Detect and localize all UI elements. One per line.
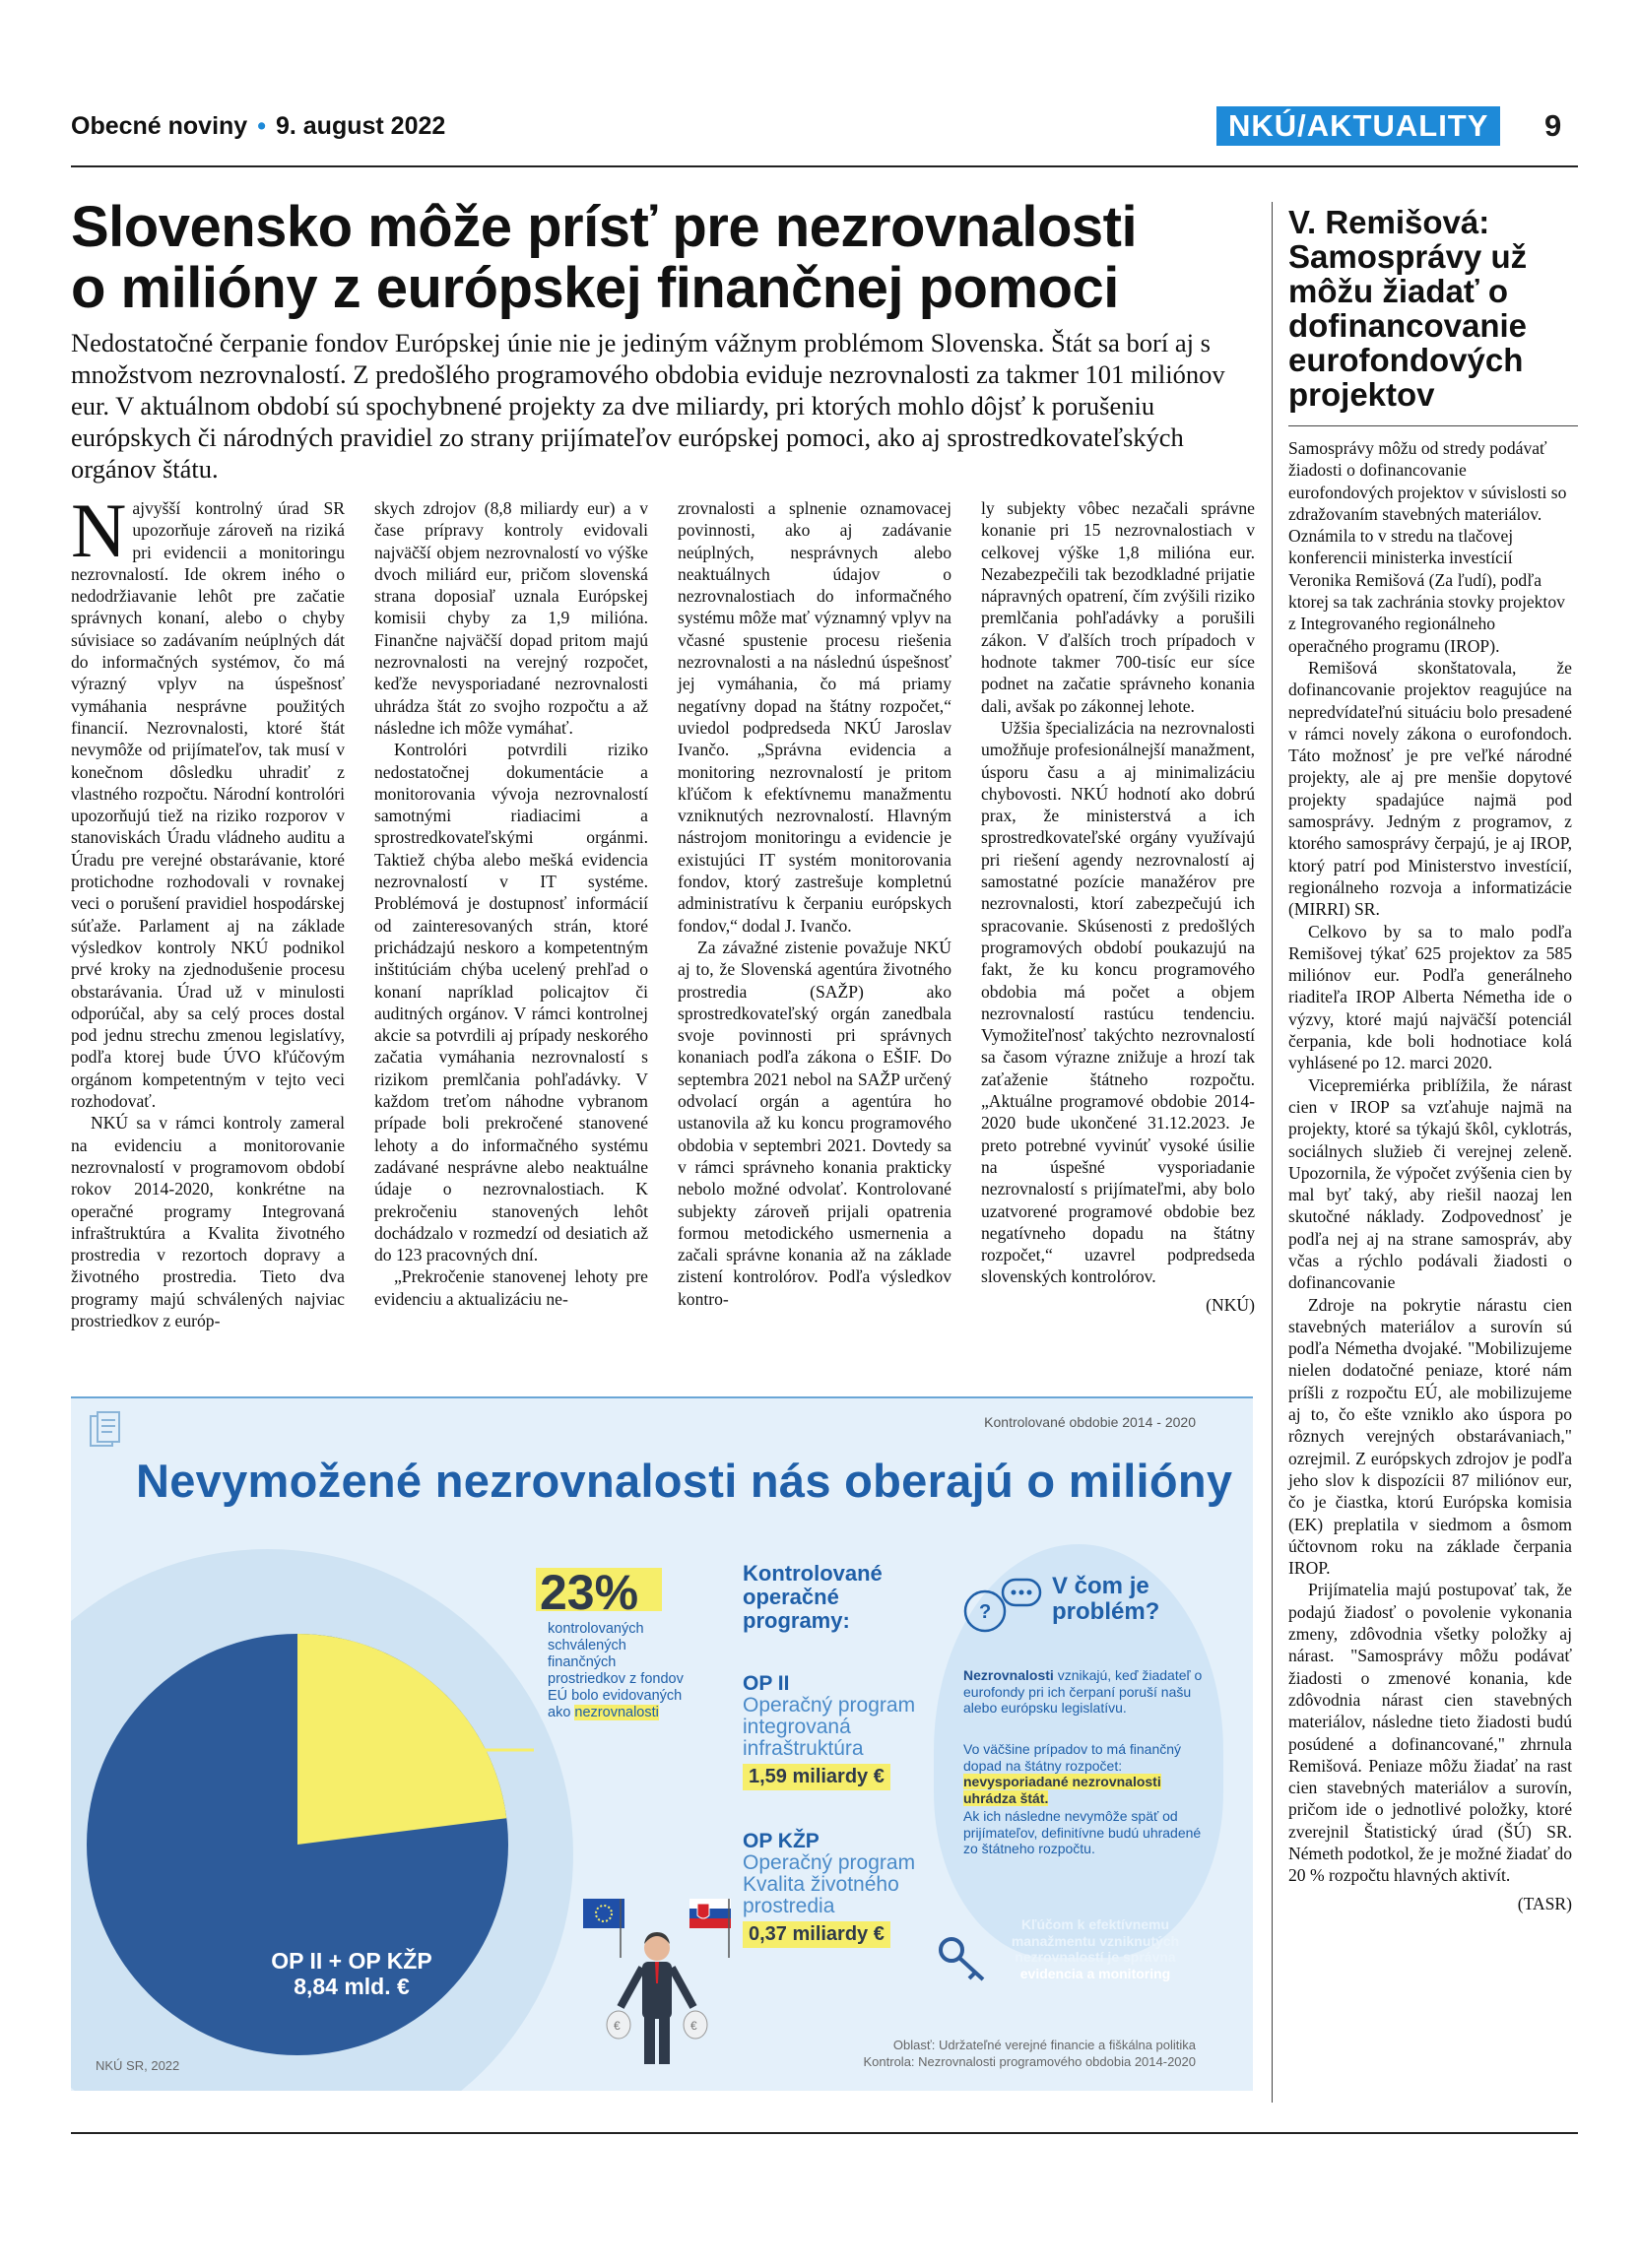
article-column-4: [981, 497, 1255, 1316]
problem-text: vznikajú, keď žiadateľ o eurofondy pri ich čerpaní poruší našu alebo európsku legislatívu.: [963, 1667, 1203, 1716]
article-lead: Nedostatočné čerpanie fondov Európskej únie nie je jediným vážnym problémom Slovenska. Štát sa borí aj s množstvom nezrovnalostí. Z predošlého programového obdobia eviduje nezrovnalosti za takmer 101 miliónov eur. V aktuálnom období sú spochybnené projekty za dve miliardy, pri ktorých mohlo dôjsť k porušeniu európskych či národných pravidiel zo strany prijímateľov európskej pomoci, ako aj sprostredkovateľských orgánov štátu.: [71, 328, 1225, 484]
program-name: OP II: [743, 1672, 790, 1695]
percent-value: 23%: [540, 1565, 639, 1620]
article-paragraph: zrovnalosti a splnenie oznamovacej povinnosti, ako aj zadávanie neúplných, nesprávnych alebo neaktuálnych údajov o nezrovnalostiach do informačného systému môže mať významný vplyv na včasné spustenie procesu riešenia nezrovnalosti a na následnú úspešnosť jej vymáhania, čo má priamy negatívny dopad na štátny rozpočet,“ uviedol podpredseda NKÚ Jaroslav Ivančo. „Správna evidencia a monitoring nezrovnalostí je pritom kľúčom k efektívnemu manažmentu vzniknutých nezrovnalostí. Hlavným nástrojom monitoringu a evidencie je existujúci IT systém monitorovania fondov, ktorý zastrešuje kompletnú administratívu k čerpaniu európskych fondov,“ dodal J. Ivančo.: [678, 498, 951, 936]
infographic: [71, 1396, 1253, 2091]
sidebar-intro: Samosprávy môžu od stredy podávať žiadosti o dofinancovanie eurofondových projektov v súvislosti so zdražovaním stavebných materiálov. Oznámila to v stredu na tlačovej konferencii ministerka investícií Veronika Remišová (Za ľudí), podľa ktorej sa tak zachránia stovky projektov z Integrovaného regionálneho operačného programu (IROP).: [1288, 438, 1567, 656]
speech-bubble-icon: [957, 1574, 1046, 1643]
sidebar-paragraph: Vicepremiérka priblížila, že nárast cien v IROP sa vzťahuje najmä na projekty, ktoré sa týkajú škôl, cyklotrás, sociálnych služieb či verejnej zeleně. Upozornila, že výpočet zvýšenia cien by mal byť taký, aby riešil naozaj len skutočné náklady. Zodpovednosť je podľa nej aj na strane samospráv, aby včas a rýchlo podávali žiadosti o dofinancovanie: [1288, 1074, 1572, 1293]
article-column-3: [678, 497, 951, 1310]
publication-name: Obecné noviny: [71, 112, 248, 140]
page-header: [71, 106, 1578, 158]
program-value: 1,59 miliardy €: [743, 1764, 890, 1790]
program-value: 0,37 miliardy €: [743, 1921, 890, 1948]
publication-line: [71, 112, 445, 141]
infographic-period: Kontrolované obdobie 2014 - 2020: [984, 1414, 1196, 1430]
pie-slice-irregularities: [297, 1634, 506, 1845]
program-name: OP KŽP: [743, 1830, 820, 1852]
sidebar-paragraph: Remišová skonštatovala, že dofinancovanie projektov reagujúce na nepredvídateľnú situáciu bolo presadené v rámci novely zákona o eurofondoch. Táto možnosť je pre veľké národné projekty, ale aj pre menšie dopytové projekty spadajúce najmä pod samosprávy. Jedným z programov, z ktorého samosprávy čerpajú, je aj IROP, ktorý patrí pod Ministerstvo investícií, regionálneho rozvoja a informatizácie (MIRRI) SR.: [1288, 657, 1572, 920]
key-message-text: Kľúčom k efektívnemu manažmentu vzniknutých nezrovnalostí je správna: [1011, 1916, 1180, 1965]
pie-label-line-2: 8,84 mld. €: [294, 1974, 410, 1999]
problem-highlight: nevysporiadané nezrovnalosti uhrádza štát.: [963, 1774, 1161, 1806]
audit-area: Oblasť: Udržateľné verejné financie a fiškálna politika: [892, 2038, 1196, 2052]
article-paragraph: Kontrolóri potvrdili riziko nedostatočnej dokumentácie a monitorovania vývoja nezrovnalostí samotnými riadiacimi a sprostredkovateľskými orgánmi. Taktiež chýba alebo mešká evidencia nezrovnalostí v IT systéme. Problémová je dostupnosť informácií od zainteresovaných strán, ktoré prichádzajú neskoro a kompetentným inštitúciám chýba ucelený prehľad o konaní napríklad policajtov či auditných orgánov. V rámci kontrolnej akcie sa potvrdili aj prípady neskorého začatia vymáhania nezrovnalostí s rizikom premlčania pohľadávky. V každom treťom náhodne vybranom prípade boli prekročené stanovené lehoty a do informačného systému zadávané nesprávne alebo neaktuálne údaje o nezrovnalostiach. K prekročeniu stanovených lehôt dochádzalo v rozmedzí od desiatich až do 123 pracovných dní.: [374, 740, 648, 1265]
sidebar-headline-rest: Samosprávy už môžu žiadať o dofinancovanie eurofondových projektov: [1288, 238, 1528, 413]
article-paragraph: „Prekročenie stanovenej lehoty pre evidenciu a aktualizáciu ne-: [374, 1266, 648, 1309]
problem-paragraph: [963, 1667, 1210, 1717]
article-column-2: [374, 497, 648, 1310]
problem-paragraph: [963, 1741, 1210, 1806]
percent-description-highlight: nezrovnalosti: [574, 1705, 659, 1720]
svg-text:€: €: [614, 2019, 621, 2033]
article-paragraph: skych zdrojov (8,8 miliardy eur) a v čase prípravy kontroly evidovali najväčší objem nezrovnalostí vo výške dvoch miliárd eur, pričom slovenská strana doposiaľ uznala Európskej komisii chyby za 1,9 milióna. Finančne najväčší dopad pritom majú nezrovnalosti na verejný rozpočet, keďže nevysporiadané nezrovnalosti uhrádza štát zo svojho rozpočtu a až následne ich môže vymáhať.: [374, 498, 648, 738]
infographic-audit-info: [864, 2037, 1197, 2070]
article-paragraph: Za závažné zistenie považuje NKÚ aj to, že Slovenská agentúra životného prostredia (SAŽP) ako sprostredkovateľský orgán zanedbala svoje povinnosti pri správnych konaniach podľa zákona o EŠIF. Do septembra 2021 nebol na SAŽP určený odvolací orgán a agentúra ho ustanovila až ku koncu programového obdobia v septembri 2021. Dovtedy sa v rámci správneho konania prakticky nebolo možné odvolať. Kontrolované subjekty zároveň prijali opatrenia formou metodického usmernenia a začali správne konania až na základe zistení kontrolórov. Podľa výsledkov kontro-: [678, 937, 951, 1309]
sidebar-paragraph: Celkovo by sa to malo podľa Remišovej týkať 625 projektov za 585 miliónov eur. Podľa generálneho riaditeľa IROP Alberta Németha ide o výzvy, ktoré majú najväčší potenciál čerpania, kde boli hodnotiace kolá vyhlásené po 12. marci 2020.: [1288, 921, 1572, 1073]
paragraph-text: ajvyšší kontrolný úrad SR upozorňuje zároveň na riziká pri evidencii a monitoringu nezrovnalostí. Ide okrem iného o nedodržiavanie lehôt pre začatie správnych konaní, alebo o chyby súvisiace so zadávaním neúplných dát do informačných systémov, čo má výrazný vplyv na úspešnosť vymáhania nesprávne použitých financií. Nezrovnalosti, ktoré štát nevymôže od prijímateľov, tak musí v konečnom dôsledku uhradiť z vlastného rozpočtu. Národní kontrolóri upozorňujú tiež na riziko rozporov v stanoviskách Úradu vládneho auditu a Úradu pre verejné obstarávanie, ktoré protichodne rozhodovali v rovnakej veci o porušení pravidiel hospodárskej súťaže. Parlament aj na základe výsledkov kontroly NKÚ podnikol prvé kroky na zjednodušenie procesu obstarávania. Úrad už v minulosti odporúčal, aby sa celý proces dostal pod jednu strechu zmenou legislatívy, podľa ktorej bude ÚVO kľúčovým orgánom kompetentným v tejto veci rozhodovať.: [71, 498, 345, 1112]
sidebar-body: [1288, 437, 1572, 1914]
programs-heading: Kontrolované operačné programy:: [743, 1561, 883, 1633]
bullet-icon: •: [257, 112, 266, 140]
headline-line-1: Slovensko môže prísť pre nezrovnalosti: [71, 195, 1138, 259]
drop-cap: N: [71, 487, 127, 573]
header-divider: [71, 165, 1578, 167]
problem-paragraph: Ak ich následne nevymôže späť od prijímateľov, definitívne budú uhradené zo štátneho rozpočtu.: [963, 1808, 1202, 1856]
infographic-source: NKÚ SR, 2022: [96, 2058, 180, 2073]
program-description: Operačný program integrovaná infraštruktúra: [743, 1694, 916, 1760]
headline-line-2: o milióny z európskej finančnej pomoci: [71, 256, 1119, 320]
infographic-title: Nevymožené nezrovnalosti nás oberajú o milióny: [136, 1455, 1233, 1507]
article-paragraph: ly subjekty vôbec nezačali správne konanie pri 15 nezrovnalostiach v celkovej výške 1,8 milióna eur. Nezabezpečili tak bezodkladné prijatie nápravných opatrení, čím zvýšili riziko premlčania pohľadávky a porušili zákon. V ďalších troch prípadoch v hodnote takmer 700-tisíc eur síce podnet na začatie správneho konania dali, avšak po zákonnej lehote.: [981, 498, 1255, 716]
sidebar-headline: [1288, 205, 1584, 412]
key-message: [997, 1916, 1194, 1981]
article-signature: (NKÚ): [1206, 1294, 1255, 1315]
problem-text: Vo väčšine prípadov to má finančný dopad na štátny rozpočet:: [963, 1741, 1182, 1774]
article-headline: [71, 197, 1204, 319]
sidebar-title-divider: [1288, 425, 1578, 426]
percent-description: [548, 1621, 686, 1721]
pie-label-line-1: OP II + OP KŽP: [271, 1948, 432, 1974]
person-illustration: [583, 1899, 731, 2076]
svg-text:€: €: [690, 2019, 697, 2033]
sidebar-signature: (TASR): [1517, 1893, 1572, 1913]
article-paragraph: NKÚ sa v rámci kontroly zameral na evidenciu a monitorovanie nezrovnalostí v programovom období rokov 2014-2020, konkrétne na operačné programy Integrovaná infraštruktúra a Kvalita životného prostredia v rezortoch dopravy a životného prostredia. Tieto dva programy majú schválených najviac prostriedkov z európ-: [71, 1113, 345, 1330]
page-number: 9: [1544, 108, 1562, 143]
key-message-highlight: evidencia a monitoring: [1019, 1965, 1171, 1981]
svg-text:?: ?: [979, 1601, 992, 1623]
sidebar-paragraph: Zdroje na pokrytie nárastu cien stavebných materiálov a surovín sú podľa Németha dvojaké. "Mobilizujeme nielen dodatočné peniaze, ktoré nám príšli z rozpočtu EÚ, ale mobilizujeme aj to, čo ešte vzniklo ako úspora po rôznych verejných obstarávaniach," ozrejmil. Z európskych zdrojov je podľa jeho slov k dispozícii 87 miliónov eur, čo je čiastka, ktorú Európska komisia (EK) preplatila v siedmom a ôsmom účtovnom roku na základe čerpania IROP.: [1288, 1294, 1572, 1579]
infographic-top-border: [71, 1396, 1253, 1398]
problem-title: V čom je problém?: [1052, 1573, 1160, 1625]
sidebar-headline-line-1: V. Remišová:: [1288, 204, 1490, 240]
article-paragraph: [71, 487, 345, 1112]
publication-date: 9. august 2022: [275, 112, 446, 140]
section-label: NKÚ/AKTUALITY: [1216, 106, 1500, 146]
program-description: Operačný program Kvalita životného prostredia: [743, 1851, 916, 1917]
percent-description-text: kontrolovaných schválených finančných prostriedkov z fondov EÚ bolo evidovaných ako: [548, 1621, 684, 1720]
article-column-1: [71, 487, 345, 1331]
page-bottom-divider: [71, 2132, 1578, 2134]
program-op-kzp: [743, 1830, 920, 1948]
program-op-ii: [743, 1672, 920, 1790]
article-paragraph: Užšia špecializácia na nezrovnalosti umožňuje profesionálnejší manažment, úsporu času a aj minimalizáciu chybovosti. NKÚ hodnotí ako dobrú prax, že ministerstvá a ich sprostredkovateľské orgány využívajú pri riešení agendy nezrovnalostí aj samostatné pozície manažérov pre nezrovnalosti, ktorí zabezpečujú ich spracovanie. Skúsenosti z predošlých programových období poukazujú na fakt, že ku koncu programového obdobia má počet a objem nezrovnalostí rastúcu tendenciu. Vymožiteľnosť takýchto nezrovnalostí sa časom výrazne znižuje a hrozí tak zaťaženie štátneho rozpočtu. „Aktuálne programové obdobie 2014-2020 bude ukončené 31.12.2023. Je preto potrebné vyvinúť vysoké úsilie na úspešné vysporiadanie nezrovnalostí s prijímateľmi, aby bolo uzatvorené programové obdobie bez negatívneho dopadu na štátny rozpočet,“ uzavrel podpredseda slovenských kontrolórov.: [981, 717, 1255, 1287]
problem-keyword: Nezrovnalosti: [963, 1667, 1054, 1683]
eu-flag-icon: [583, 1899, 624, 1958]
person-icon: [621, 1932, 693, 2064]
pie-total-label: [253, 1948, 450, 1999]
audit-control: Kontrola: Nezrovnalosti programového obdobia 2014-2020: [863, 2054, 1196, 2069]
key-icon: [934, 1928, 993, 1987]
slovak-flag-icon: [689, 1899, 731, 1958]
sidebar-divider: [1272, 202, 1273, 2103]
sidebar-paragraph: Prijímatelia majú postupovať tak, že podajú žiadosť o povolenie vykonania zmeny, zdôvodnia všetky položky aj nárast. "Samosprávy môžu podávať žiadosti o zmenové konania, kde zdôvodnia nárast cien stavebných materiálov, následne tieto žiadosti budú posúdené a dofinancované," zhrnula Remišová. Peniaze môžu žiadať na rast cien stavebných materiálov a surovín, pričom ide o jednotlivé položky, ktoré zverejnil Štatistický úrad (ŠÚ) SR. Németh podotkol, že je možné žiadať do 20 % rozpočtu hlavných aktivít.: [1288, 1580, 1572, 1886]
